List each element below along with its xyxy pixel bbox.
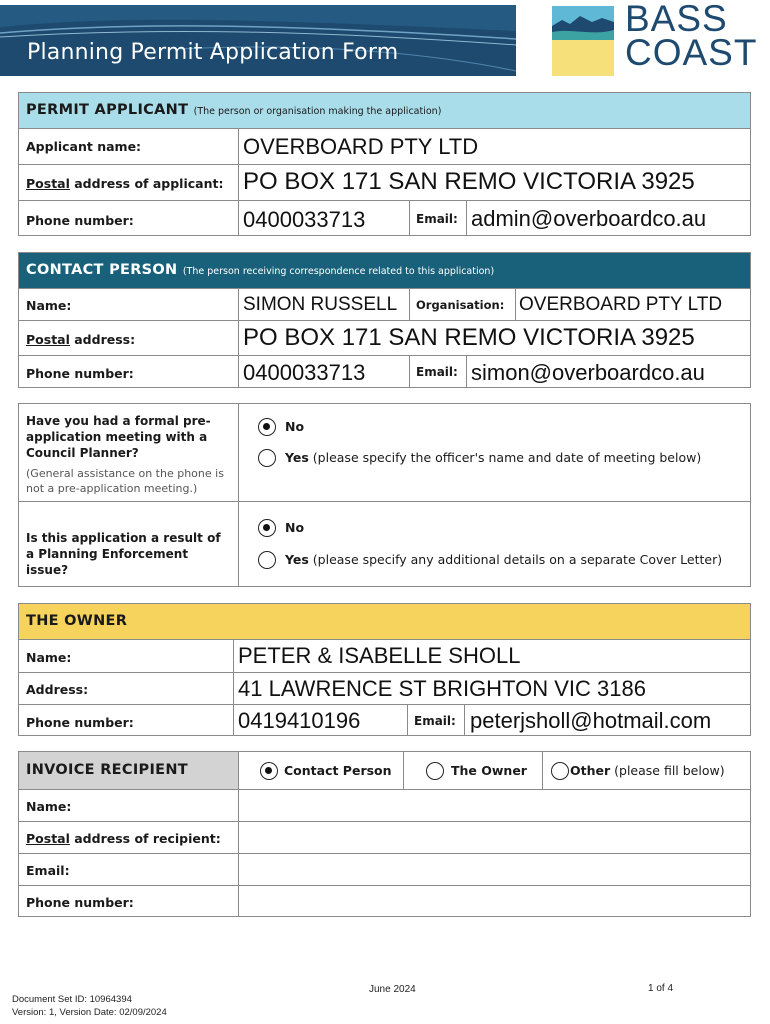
owner-phone-label: Phone number: [26, 715, 134, 730]
owner-address-label: Address: [26, 682, 89, 697]
invoice-email-row [19, 853, 750, 885]
owner-phone-field[interactable]: 0419410196 [238, 708, 361, 733]
applicant-name-label: Applicant name: [26, 139, 142, 154]
applicant-phone-field[interactable]: 0400033713 [243, 207, 366, 232]
invoice-owner-label: The Owner [451, 763, 527, 778]
owner-name-field[interactable]: PETER & ISABELLE SHOLL [238, 643, 521, 668]
contact-person-subheading: (The person receiving correspondence related to this application) [182, 266, 495, 277]
applicant-name-row [19, 128, 750, 164]
enforcement-no-label: No [285, 520, 305, 535]
invoice-other-radio[interactable] [551, 762, 569, 780]
owner-section [18, 603, 751, 736]
contact-postal-field[interactable]: PO BOX 171 SAN REMO VICTORIA 3925 [243, 324, 695, 351]
footer-doc-set-id: Document Set ID: 10964394 [12, 994, 132, 1005]
invoice-email-label: Email: [26, 863, 70, 878]
invoice-email-field[interactable] [239, 854, 750, 885]
pre-application-no-label: No [285, 419, 305, 434]
applicant-phone-row [19, 200, 750, 236]
owner-email-field[interactable]: peterjsholl@hotmail.com [470, 708, 712, 733]
owner-address-row [19, 672, 750, 704]
owner-heading: THE OWNER [26, 613, 128, 629]
invoice-other-label: Other [570, 763, 611, 778]
pre-application-no-radio[interactable] [258, 418, 276, 436]
invoice-phone-label: Phone number: [26, 895, 134, 910]
invoice-name-label: Name: [26, 799, 72, 814]
invoice-header-row [19, 752, 750, 789]
invoice-postal-row [19, 821, 750, 853]
pre-application-yes-radio[interactable] [258, 449, 276, 467]
footer-date: June 2024 [369, 984, 416, 995]
invoice-recipient-section [18, 751, 751, 917]
permit-applicant-section [18, 92, 751, 236]
permit-applicant-header [19, 93, 750, 128]
invoice-contact-person-label: Contact Person [284, 763, 392, 778]
questions-section [18, 403, 751, 587]
contact-email-label: Email: [416, 365, 458, 379]
bass-coast-logo-icon [552, 6, 614, 76]
contact-phone-row [19, 355, 750, 388]
contact-person-heading: CONTACT PERSON [26, 262, 178, 278]
applicant-postal-row [19, 164, 750, 200]
contact-email-field[interactable]: simon@overboardco.au [471, 360, 705, 385]
enforcement-yes-label: Yes [285, 552, 309, 567]
contact-name-row [19, 288, 750, 320]
contact-postal-row [19, 320, 750, 355]
owner-name-row [19, 639, 750, 672]
pre-application-yes-note: (please specify the officer's name and date of meeting below) [308, 450, 702, 465]
applicant-postal-label: Postal address of applicant: [26, 176, 224, 191]
contact-name-label: Name: [26, 298, 72, 313]
invoice-owner-radio[interactable] [426, 762, 444, 780]
applicant-email-field[interactable]: admin@overboardco.au [471, 206, 707, 231]
enforcement-question: Is this application a result of a Planning Enforcement issue? [26, 531, 221, 577]
contact-phone-label: Phone number: [26, 366, 134, 381]
owner-phone-row [19, 704, 750, 736]
owner-header [19, 604, 750, 639]
permit-applicant-subheading: (The person or organisation making the application) [193, 106, 442, 117]
applicant-postal-field[interactable]: PO BOX 171 SAN REMO VICTORIA 3925 [243, 168, 695, 195]
contact-phone-field[interactable]: 0400033713 [243, 360, 366, 385]
enforcement-row [19, 501, 750, 587]
owner-email-label: Email: [414, 714, 456, 728]
invoice-postal-field[interactable] [239, 822, 750, 853]
enforcement-yes-note: (please specify any additional details on a separate Cover Letter) [308, 552, 723, 567]
enforcement-yes-radio[interactable] [258, 551, 276, 569]
permit-applicant-heading: PERMIT APPLICANT [26, 102, 189, 118]
footer-page-number: 1 of 4 [648, 983, 674, 994]
pre-application-question: Have you had a formal pre-application meeting with a Council Planner? [26, 414, 211, 460]
invoice-name-field[interactable] [239, 790, 750, 821]
pre-application-note: (General assistance on the phone is not a pre-application meeting.) [26, 467, 224, 495]
logo-line-2: COAST [625, 32, 758, 73]
contact-person-section [18, 252, 751, 388]
invoice-other-note: (please fill below) [610, 763, 725, 778]
invoice-phone-row [19, 885, 750, 917]
invoice-postal-label: Postal address of recipient: [26, 831, 221, 846]
logo-line-1: BASS [625, 0, 728, 39]
invoice-heading: INVOICE RECIPIENT [26, 762, 188, 778]
logo-wordmark [625, 0, 758, 73]
invoice-phone-field[interactable] [239, 886, 750, 917]
organisation-label: Organisation: [416, 298, 505, 312]
applicant-email-label: Email: [416, 212, 458, 226]
applicant-name-field[interactable]: OVERBOARD PTY LTD [243, 134, 479, 159]
invoice-contact-person-radio[interactable] [260, 762, 278, 780]
organisation-field[interactable]: OVERBOARD PTY LTD [519, 294, 723, 315]
contact-postal-label: Postal address: [26, 332, 136, 347]
owner-name-label: Name: [26, 650, 72, 665]
header-banner [0, 5, 516, 76]
invoice-name-row [19, 789, 750, 821]
owner-address-field[interactable]: 41 LAWRENCE ST BRIGHTON VIC 3186 [238, 676, 646, 701]
applicant-phone-label: Phone number: [26, 213, 134, 228]
footer-version: Version: 1, Version Date: 02/09/2024 [12, 1007, 167, 1018]
contact-person-header [19, 253, 750, 288]
form-title: Planning Permit Application Form [27, 40, 399, 65]
enforcement-no-radio[interactable] [258, 519, 276, 537]
invoice-heading-cell [19, 752, 238, 789]
contact-name-field[interactable]: SIMON RUSSELL [243, 294, 398, 315]
pre-application-yes-label: Yes [285, 450, 309, 465]
